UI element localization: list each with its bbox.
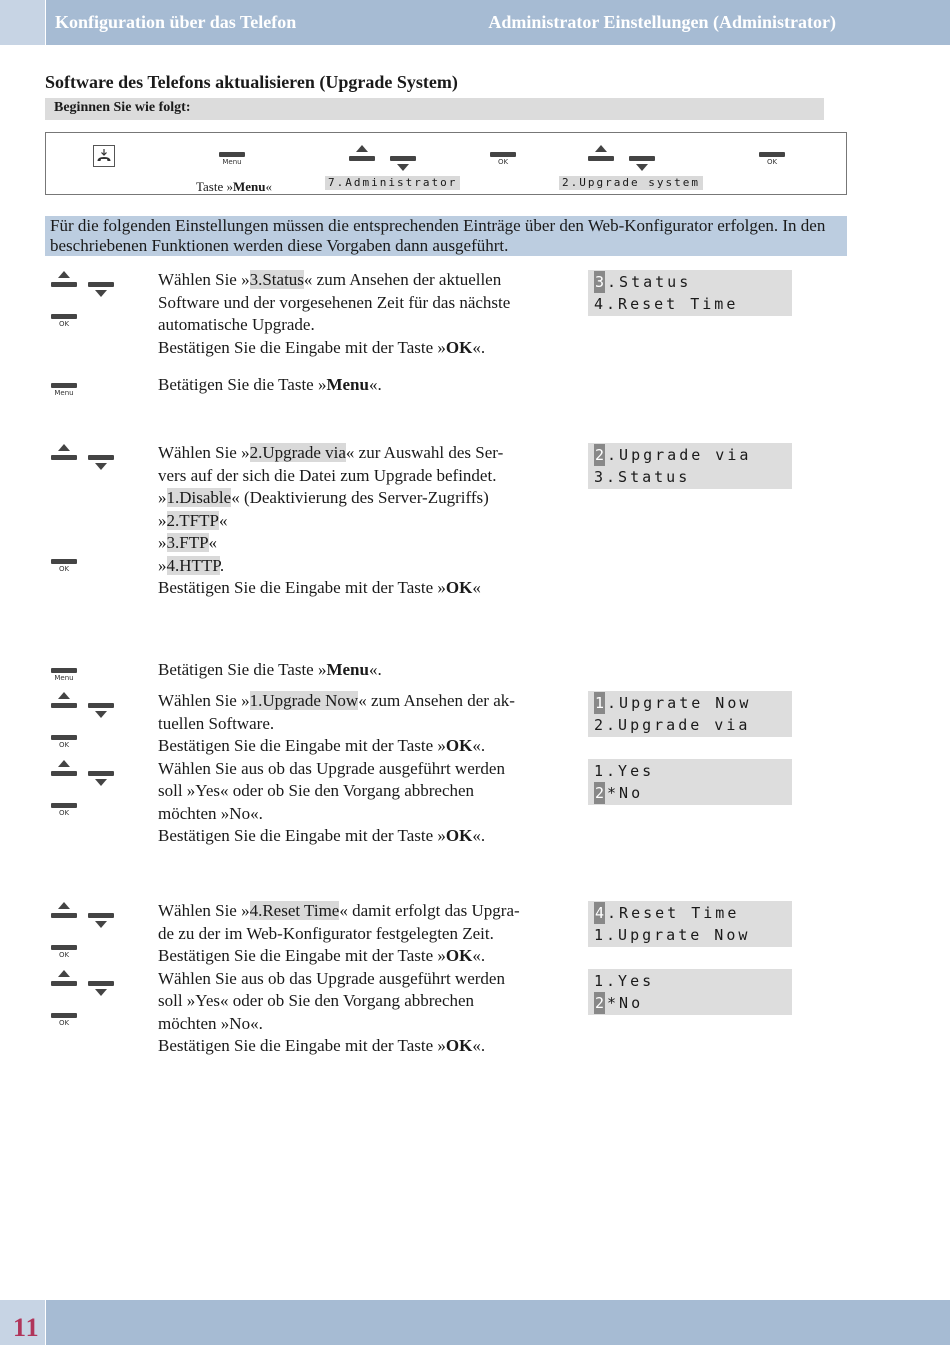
menu-key-icon: Menu — [51, 668, 77, 686]
key-sequence-box — [45, 132, 847, 195]
down-arrow-key-icon — [88, 771, 114, 789]
ok-key-icon: OK — [51, 314, 77, 332]
ok-key-icon: OK — [490, 152, 516, 170]
menu-key-icon: Menu — [51, 383, 77, 401]
display-yes-no: 1.Yes 2 *No — [588, 969, 792, 1015]
footer-tab — [0, 1300, 46, 1345]
step-menu-2: Betätigen Sie die Taste »Menu«. — [158, 660, 382, 679]
header-tab — [0, 0, 46, 45]
display-upgrade-now: 1 .Upgrate Now 2.Upgrade via — [588, 691, 792, 737]
down-arrow-key-icon — [390, 156, 416, 174]
note-text: Für die folgenden Einstellungen müssen die entsprechenden Einträge über den Web-Konfigurator erfolgen. In den beschriebenen Funktionen werden diese Vorgaben dann ausgeführt. — [50, 216, 826, 255]
up-arrow-key-icon — [51, 444, 77, 462]
page-number: 11 — [13, 1313, 40, 1342]
down-arrow-key-icon — [88, 703, 114, 721]
page-header — [0, 0, 950, 45]
web-configurator-note — [45, 216, 847, 256]
lcd-upgrade-system: 2.Upgrade system — [559, 176, 703, 190]
step-menu-1: Betätigen Sie die Taste »Menu«. — [158, 375, 382, 394]
header-left-title: Konfiguration über das Telefon — [55, 12, 297, 32]
menu-caption: Taste »Menu« — [196, 179, 272, 194]
down-arrow-key-icon — [88, 981, 114, 999]
display-reset-time: 4 .Reset Time 1.Upgrate Now — [588, 901, 792, 947]
ok-key-icon: OK — [759, 152, 785, 170]
start-bar — [45, 98, 824, 120]
ok-key-icon: OK — [51, 803, 77, 821]
down-arrow-key-icon — [629, 156, 655, 174]
down-arrow-key-icon — [88, 913, 114, 931]
display-upgrade-via: 2 .Upgrade via 3.Status — [588, 443, 792, 489]
step-reset-time: Wählen Sie »4.Reset Time« damit erfolgt das Upgra- de zu der im Web-Konfigurator festgelegten Zeit. Bestätigen Sie die Eingabe mit der Taste »OK«. Wählen Sie aus ob das Upgrade ausgeführt werden soll »Yes« oder ob Sie den Vorgang abbrechen möchten »No«. Bestätigen Sie die Eingabe mit der Taste »OK«. — [158, 901, 520, 1055]
up-arrow-key-icon — [51, 692, 77, 710]
up-arrow-key-icon — [588, 145, 614, 163]
ok-key-icon: OK — [51, 735, 77, 753]
step-status: Wählen Sie »3.Status« zum Ansehen der aktuellen Software und der vorgesehenen Zeit für das nächste automatische Upgrade. Bestätigen Sie die Eingabe mit der Taste »OK«. — [158, 270, 511, 357]
ok-key-icon: OK — [51, 1013, 77, 1031]
lcd-administrator: 7.Administrator — [325, 176, 460, 190]
page-footer — [0, 1300, 950, 1345]
down-arrow-key-icon — [88, 455, 114, 473]
step-upgrade-via: Wählen Sie »2.Upgrade via« zur Auswahl des Ser- vers auf der sich die Datei zum Upgrade befindet. »1.Disable« (Deaktivierung des Server-Zugriffs) »2.TFTP« »3.FTP« »4.HTTP. Bestätigen Sie die Eingabe mit der Taste »OK« — [158, 443, 504, 597]
display-status: 3 .Status 4.Reset Time — [588, 270, 792, 316]
section-title: Software des Telefons aktualisieren (Upgrade System) — [45, 72, 458, 92]
up-arrow-key-icon — [51, 902, 77, 920]
display-yes-no: 1.Yes 2 *No — [588, 759, 792, 805]
start-label: Beginnen Sie wie folgt: — [54, 100, 191, 115]
phone-handset-icon — [93, 145, 115, 167]
menu-key-icon: Menu — [219, 152, 245, 170]
header-right-title: Administrator Einstellungen (Administrator) — [488, 12, 836, 32]
ok-key-icon: OK — [51, 945, 77, 963]
ok-key-icon: OK — [51, 559, 77, 577]
step-upgrade-now: Wählen Sie »1.Upgrade Now« zum Ansehen der ak- tuellen Software. Bestätigen Sie die Eingabe mit der Taste »OK«. Wählen Sie aus ob das Upgrade ausgeführt werden soll »Yes« oder ob Sie den Vorgang abbrechen möchten »No«. Bestätigen Sie die Eingabe mit der Taste »OK«. — [158, 691, 515, 845]
down-arrow-key-icon — [88, 282, 114, 300]
up-arrow-key-icon — [349, 145, 375, 163]
up-arrow-key-icon — [51, 760, 77, 778]
up-arrow-key-icon — [51, 970, 77, 988]
up-arrow-key-icon — [51, 271, 77, 289]
